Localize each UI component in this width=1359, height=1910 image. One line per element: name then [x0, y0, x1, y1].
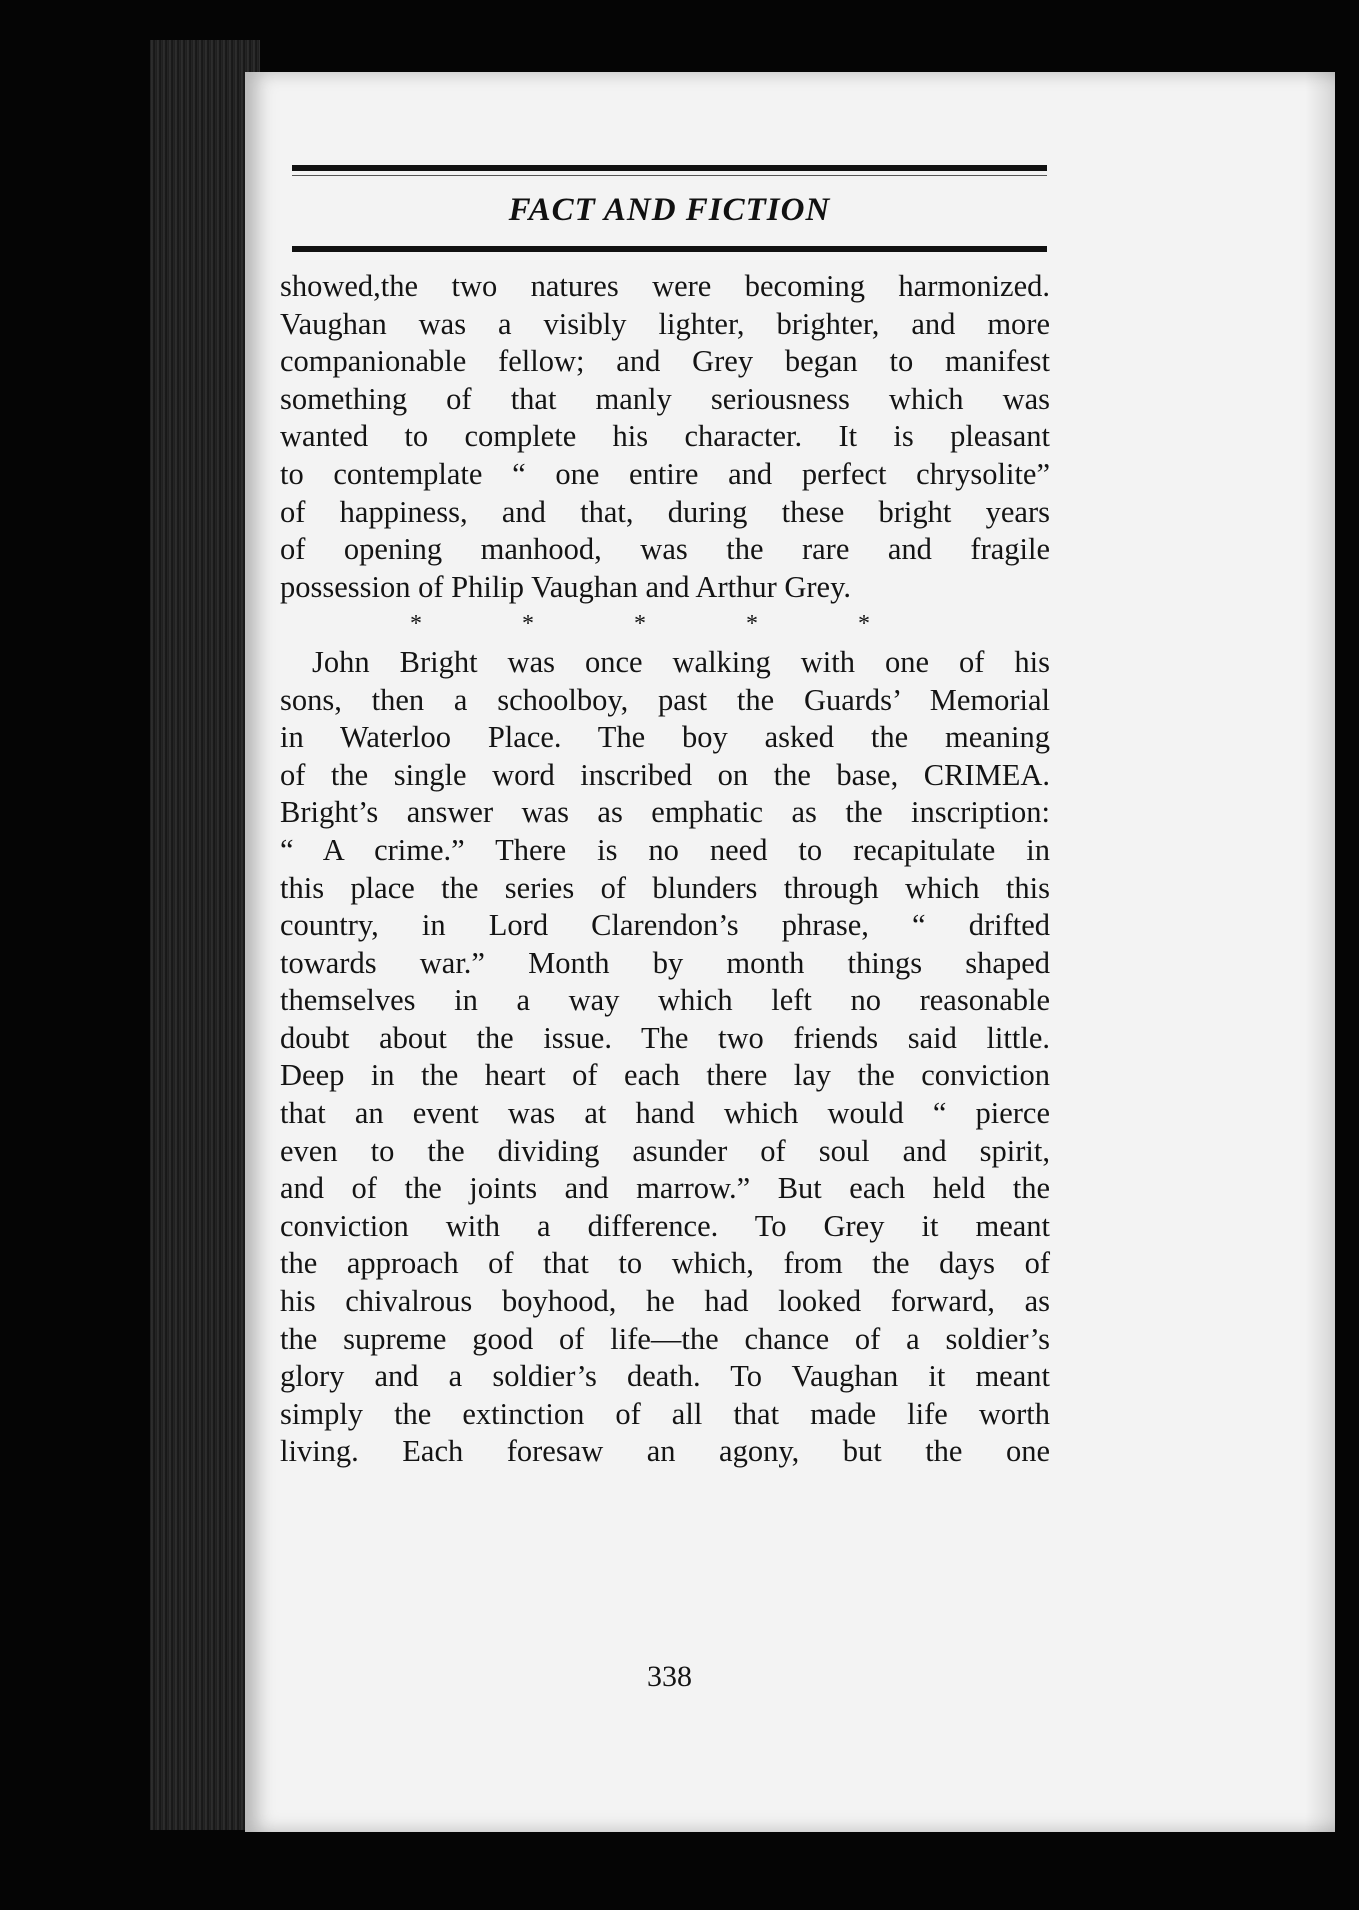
text-line: John Bright was once walking with one of his: [312, 644, 1050, 679]
header-rule-top-thin: [292, 175, 1047, 176]
header-rule-top: [292, 165, 1047, 171]
text-line: showed,the two natures were becoming harmonized.: [280, 269, 1050, 303]
text-line: in Waterloo Place. The boy asked the meaning: [280, 720, 1050, 755]
asterisk: *: [634, 611, 646, 638]
text-line: themselves in a way which left no reasonable: [280, 983, 1050, 1018]
text-line: his chivalrous boyhood, he had looked forward, as: [280, 1284, 1050, 1319]
paragraph-2: [280, 644, 1050, 1471]
text-line: of opening manhood, was the rare and fragile: [280, 532, 1050, 567]
text-line: Deep in the heart of each there lay the conviction: [280, 1058, 1050, 1093]
text-line: even to the dividing asunder of soul and spirit,: [280, 1133, 1050, 1168]
text-line: country, in Lord Clarendon’s phrase, “ drifted: [280, 908, 1050, 943]
text-line: towards war.” Month by month things shaped: [280, 945, 1050, 980]
text-line: that an event was at hand which would “ pierce: [280, 1096, 1050, 1131]
book-page-edges: [150, 40, 260, 1830]
text-line: Vaughan was a visibly lighter, brighter, and more: [280, 306, 1050, 341]
asterisk: *: [522, 611, 534, 638]
text-line: “ A crime.” There is no need to recapitulate in: [280, 832, 1050, 867]
page-number: 338: [647, 1660, 692, 1693]
text-line: simply the extinction of all that made life worth: [280, 1396, 1050, 1431]
text-line: living. Each foresaw an agony, but the one: [280, 1434, 1050, 1469]
text-line: to contemplate “ one entire and perfect chrysolite”: [280, 456, 1050, 491]
text-line: conviction with a difference. To Grey it meant: [280, 1208, 1050, 1243]
text-line: companionable fellow; and Grey began to manifest: [280, 344, 1050, 379]
text-line: the supreme good of life—the chance of a soldier’s: [280, 1321, 1050, 1356]
text-line: of the single word inscribed on the base, CRIMEA.: [280, 757, 1050, 792]
text-line: sons, then a schoolboy, past the Guards’ Memorial: [280, 682, 1050, 717]
text-line: wanted to complete his character. It is pleasant: [280, 419, 1050, 454]
asterisk: *: [410, 611, 422, 638]
text-line: and of the joints and marrow.” But each held the: [280, 1171, 1050, 1206]
text-line: doubt about the issue. The two friends said little.: [280, 1020, 1050, 1055]
asterisk: *: [746, 611, 758, 638]
text-line: glory and a soldier’s death. To Vaughan it meant: [280, 1359, 1050, 1394]
text-line: something of that manly seriousness which was: [280, 381, 1050, 416]
text-line: Bright’s answer was as emphatic as the inscription:: [280, 795, 1050, 830]
section-separator: [410, 606, 870, 644]
running-head: FACT AND FICTION: [508, 192, 831, 228]
paragraph-1: [280, 268, 1050, 606]
text-line: of happiness, and that, during these bright years: [280, 494, 1050, 529]
text-line: the approach of that to which, from the days of: [280, 1246, 1050, 1281]
body-text: [280, 268, 1050, 1471]
header-rule-bottom: [292, 246, 1047, 252]
text-line: possession of Philip Vaughan and Arthur Grey.: [280, 569, 851, 604]
page-gutter-shadow: [1305, 72, 1335, 1832]
text-line: this place the series of blunders through which this: [280, 870, 1050, 905]
asterisk: *: [858, 611, 870, 638]
